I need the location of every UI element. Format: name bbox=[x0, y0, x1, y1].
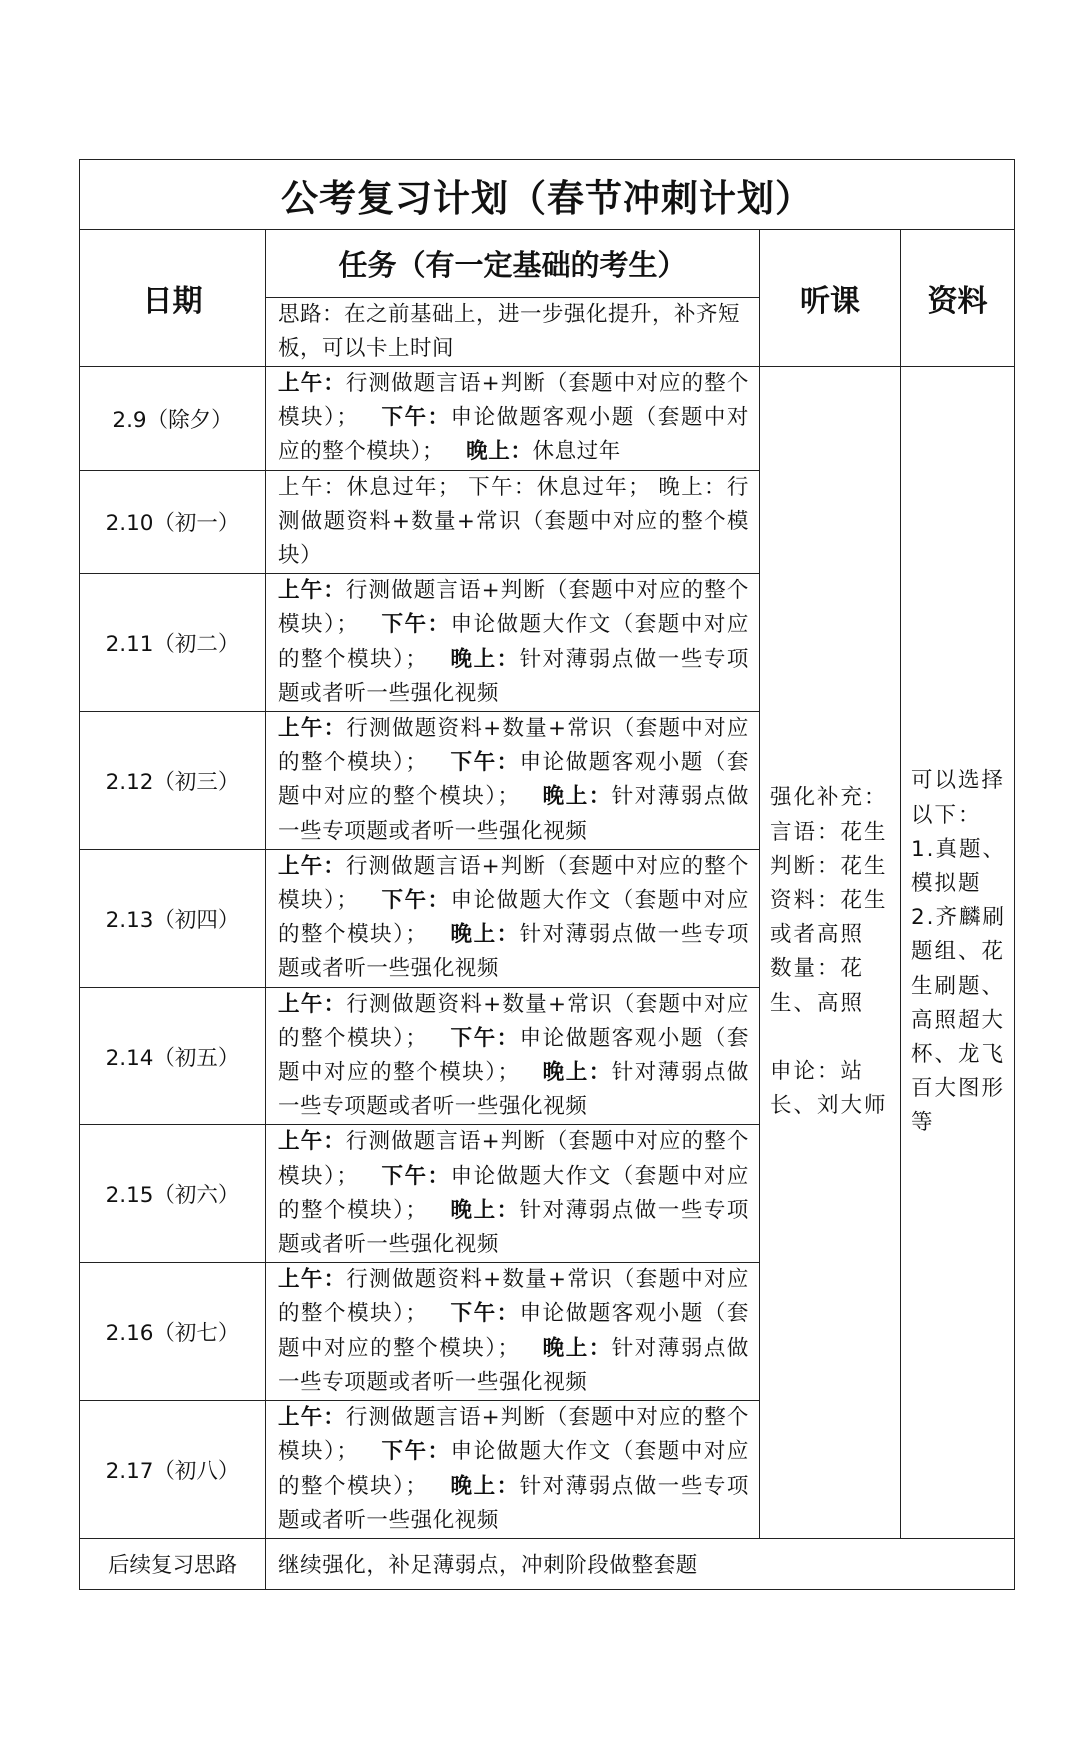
footer-text: 继续强化，补足薄弱点，冲刺阶段做整套题 bbox=[266, 1538, 1015, 1589]
material-header: 资料 bbox=[901, 230, 1015, 367]
afternoon-text: 申论做题客观小题（套题中对应的整个模块）； bbox=[278, 1025, 749, 1086]
date-cell: 2.9（除夕） bbox=[80, 367, 266, 471]
date-cell: 2.10（初一） bbox=[80, 470, 266, 574]
task-cell bbox=[266, 367, 760, 471]
morning-text: 行测做题资料+数量+常识（套题中对应的整个模块）； bbox=[278, 716, 749, 776]
morning-label: 上午： bbox=[278, 578, 346, 604]
morning-text: 行测做题言语+判断（套题中对应的整个模块）； bbox=[278, 1405, 749, 1465]
date-cell: 2.14（初五） bbox=[80, 987, 266, 1125]
morning-text: 行测做题言语+判断（套题中对应的整个模块）； bbox=[278, 371, 749, 431]
material-cell: 可以选择以下： 1.真题、模拟题 2.齐麟刷题组、花生刷题、高照超大杯、龙飞百大图形等 bbox=[901, 367, 1015, 1539]
task-cell bbox=[266, 1263, 760, 1401]
evening-label: 晚上： bbox=[449, 1197, 520, 1223]
morning-text: 行测做题言语+判断（套题中对应的整个模块）； bbox=[278, 578, 749, 638]
afternoon-label: 下午： bbox=[380, 405, 451, 431]
evening-label: 晚上： bbox=[449, 646, 520, 672]
date-cell: 2.11（初二） bbox=[80, 574, 266, 712]
evening-label: 晚上： bbox=[449, 922, 520, 948]
task-cell bbox=[266, 849, 760, 987]
task-cell bbox=[266, 574, 760, 712]
afternoon-label: 下午： bbox=[380, 612, 451, 638]
evening-label: 晚上： bbox=[541, 784, 612, 810]
afternoon-label: 下午： bbox=[380, 1163, 451, 1189]
morning-label: 上午： bbox=[278, 716, 347, 742]
date-cell: 2.13（初四） bbox=[80, 849, 266, 987]
date-cell: 2.16（初七） bbox=[80, 1263, 266, 1401]
date-header: 日期 bbox=[80, 230, 266, 367]
afternoon-text: 申论做题大作文（套题中对应的整个模块）； bbox=[278, 612, 749, 672]
title-row bbox=[80, 160, 1015, 230]
study-plan-table bbox=[79, 159, 1015, 1590]
footer-row bbox=[80, 1538, 1015, 1589]
evening-text: 针对薄弱点做一些专项题或者听一些强化视频 bbox=[278, 784, 749, 844]
morning-label: 上午： bbox=[278, 991, 347, 1017]
task-cell bbox=[266, 987, 760, 1125]
header-row bbox=[80, 230, 1015, 298]
date-cell: 2.12（初三） bbox=[80, 712, 266, 850]
footer-label: 后续复习思路 bbox=[80, 1538, 266, 1589]
afternoon-text: 申论做题大作文（套题中对应的整个模块）； bbox=[278, 1439, 749, 1499]
date-cell: 2.15（初六） bbox=[80, 1125, 266, 1263]
morning-text: 行测做题言语+判断（套题中对应的整个模块）； bbox=[278, 853, 749, 914]
task-cell bbox=[266, 1401, 760, 1539]
afternoon-text: 申论做题客观小题（套题中对应的整个模块）； bbox=[278, 1301, 749, 1361]
page-title: 公考复习计划（春节冲刺计划） bbox=[80, 160, 1015, 230]
idea-text: 思路：在之前基础上，进一步强化提升，补齐短板，可以卡上时间 bbox=[266, 298, 760, 367]
afternoon-label: 下午： bbox=[449, 1025, 520, 1051]
task-cell bbox=[266, 712, 760, 850]
morning-text: 行测做题言语+判断（套题中对应的整个模块）； bbox=[278, 1129, 749, 1189]
plan-row bbox=[80, 367, 1015, 471]
afternoon-text: 申论做题大作文（套题中对应的整个模块）； bbox=[278, 1163, 749, 1223]
task-plain-text: 上午：休息过年； 下午：休息过年； 晚上：行测做题资料+数量+常识（套题中对应的整个模块） bbox=[278, 474, 749, 569]
afternoon-text: 申论做题客观小题（套题中对应的整个模块）； bbox=[278, 750, 749, 810]
morning-label: 上午： bbox=[278, 853, 346, 879]
evening-text: 针对薄弱点做一些专项题或者听一些强化视频 bbox=[278, 1473, 749, 1533]
date-cell: 2.17（初八） bbox=[80, 1401, 266, 1539]
afternoon-label: 下午： bbox=[380, 888, 451, 914]
listen-header: 听课 bbox=[760, 230, 901, 367]
morning-label: 上午： bbox=[278, 1267, 347, 1293]
morning-text: 行测做题资料+数量+常识（套题中对应的整个模块）； bbox=[278, 991, 749, 1051]
evening-label: 晚上： bbox=[449, 1473, 520, 1499]
task-cell bbox=[266, 1125, 760, 1263]
listen-cell: 强化补充： 言语：花生 判断：花生 资料：花生或者高照 数量：花生、高照 申论：站长、刘大师 bbox=[760, 367, 901, 1539]
afternoon-label: 下午： bbox=[449, 1301, 520, 1327]
afternoon-label: 下午： bbox=[380, 1439, 451, 1465]
evening-label: 晚上： bbox=[466, 439, 533, 465]
evening-text: 针对薄弱点做一些专项题或者听一些强化视频 bbox=[278, 1060, 749, 1120]
evening-label: 晚上： bbox=[541, 1060, 612, 1086]
morning-text: 行测做题资料+数量+常识（套题中对应的整个模块）； bbox=[278, 1267, 749, 1327]
morning-label: 上午： bbox=[278, 371, 346, 396]
evening-text: 休息过年 bbox=[532, 439, 621, 465]
evening-text: 针对薄弱点做一些专项题或者听一些强化视频 bbox=[278, 1335, 749, 1395]
evening-label: 晚上： bbox=[541, 1335, 612, 1361]
task-cell bbox=[266, 470, 760, 574]
evening-text: 针对薄弱点做一些专项题或者听一些强化视频 bbox=[278, 1197, 749, 1258]
morning-label: 上午： bbox=[278, 1129, 346, 1155]
morning-label: 上午： bbox=[278, 1405, 346, 1431]
evening-text: 针对薄弱点做一些专项题或者听一些强化视频 bbox=[278, 646, 749, 706]
afternoon-label: 下午： bbox=[449, 750, 520, 776]
evening-text: 针对薄弱点做一些专项题或者听一些强化视频 bbox=[278, 922, 749, 982]
afternoon-text: 申论做题客观小题（套题中对应的整个模块）； bbox=[278, 405, 749, 465]
afternoon-text: 申论做题大作文（套题中对应的整个模块）； bbox=[278, 888, 749, 948]
task-header: 任务（有一定基础的考生） bbox=[266, 230, 760, 298]
